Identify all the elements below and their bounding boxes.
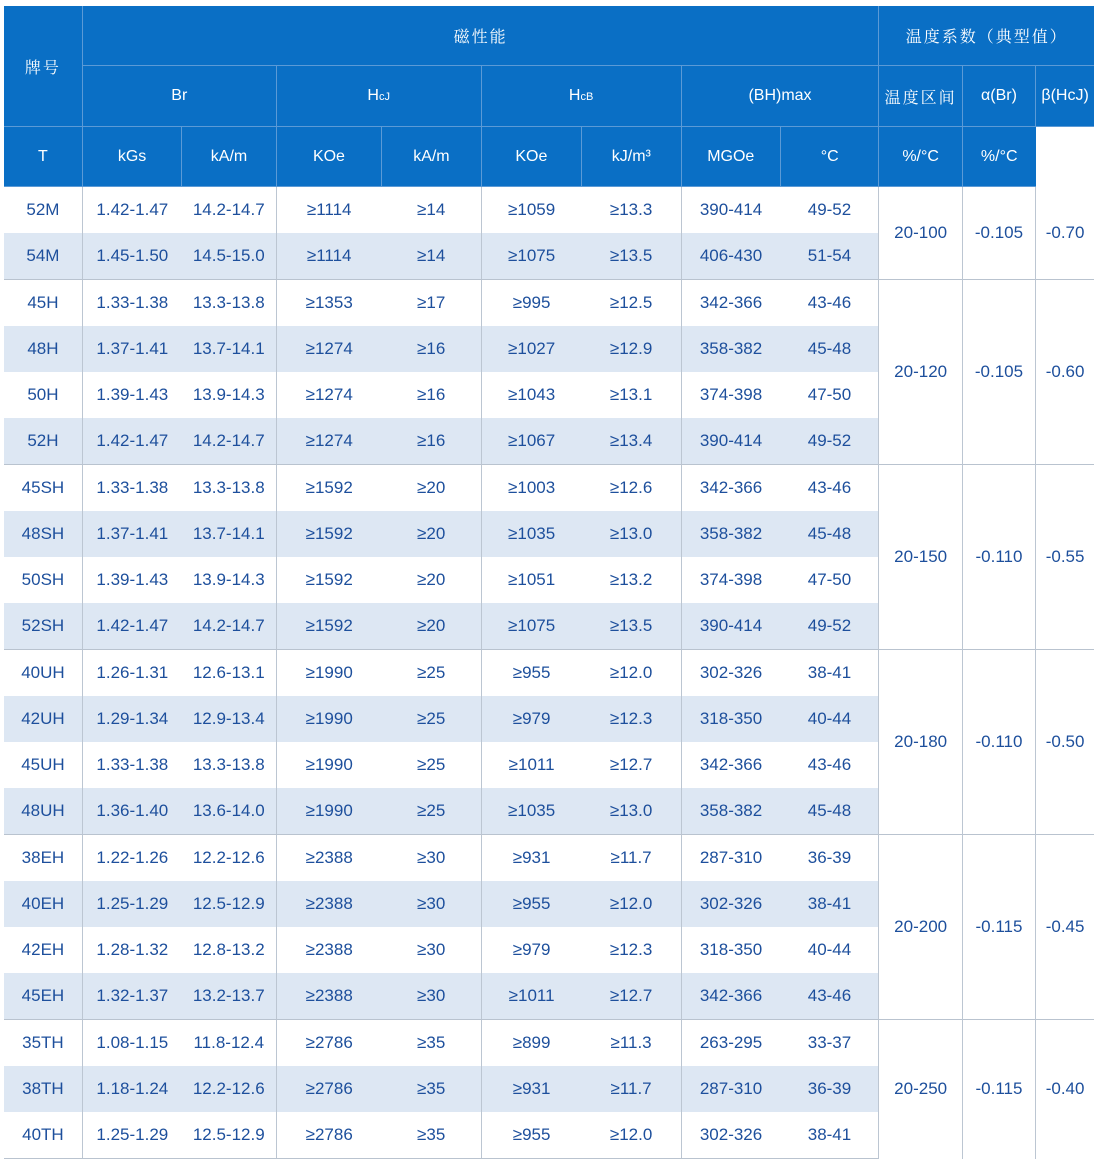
cell-br-kgs: 12.8-13.2 bbox=[182, 927, 276, 973]
cell-hcj-koe: ≥30 bbox=[382, 973, 481, 1020]
cell-hcj-kam: ≥1353 bbox=[276, 280, 381, 327]
cell-bhmax-mgoe: 51-54 bbox=[781, 233, 879, 280]
cell-alpha-br: -0.105 bbox=[962, 280, 1035, 465]
cell-br-kgs: 14.2-14.7 bbox=[182, 418, 276, 465]
cell-hcb-koe: ≥12.7 bbox=[582, 742, 681, 788]
cell-grade: 52M bbox=[4, 187, 82, 234]
cell-br-t: 1.33-1.38 bbox=[96, 755, 169, 774]
cell-br-t: 1.33-1.38 bbox=[82, 280, 181, 327]
unit-row bbox=[4, 127, 1094, 187]
cell-hcj-koe: ≥30 bbox=[382, 927, 481, 973]
cell-bhmax-mgoe: 47-50 bbox=[807, 385, 852, 404]
cell-hcb-koe: ≥13.5 bbox=[582, 603, 681, 650]
cell-hcj-kam: ≥2388 bbox=[276, 835, 381, 882]
cell-br-kgs: 14.2-14.7 bbox=[182, 603, 276, 650]
cell-bhmax-mgoe: 40-44 bbox=[807, 940, 852, 959]
cell-br-t: 1.42-1.47 bbox=[96, 200, 169, 219]
cell-br-kgs: 13.3-13.8 bbox=[182, 465, 276, 512]
header-magnetic-properties: 磁性能 bbox=[82, 6, 879, 66]
cell-grade: 40EH bbox=[4, 881, 82, 927]
cell-hcj-koe: ≥17 bbox=[382, 280, 481, 327]
cell-bhmax-mgoe: 40-44 bbox=[781, 696, 879, 742]
cell-beta-hcj: -0.60 bbox=[1036, 280, 1094, 465]
cell-grade: 35TH bbox=[4, 1020, 82, 1067]
cell-bhmax-kjm3: 358-382 bbox=[681, 326, 780, 372]
cell-br-kgs: 13.7-14.1 bbox=[182, 511, 276, 557]
cell-bhmax-kjm3: 342-366 bbox=[681, 973, 780, 1020]
table-row bbox=[4, 835, 1094, 882]
cell-bhmax-mgoe: 38-41 bbox=[781, 881, 879, 927]
cell-hcb-kam: ≥1051 bbox=[508, 570, 556, 589]
header-grade: 牌号 bbox=[4, 6, 82, 127]
cell-hcb-koe: ≥12.0 bbox=[582, 650, 681, 697]
cell-hcb-kam: ≥1075 bbox=[481, 603, 581, 650]
cell-br-kgs: 13.3-13.8 bbox=[182, 742, 276, 788]
cell-hcb-koe: ≥11.7 bbox=[582, 835, 681, 882]
cell-hcb-kam: ≥1075 bbox=[481, 233, 581, 280]
cell-br-kgs: 12.2-12.6 bbox=[182, 835, 276, 882]
cell-br-kgs: 12.9-13.4 bbox=[182, 696, 276, 742]
cell-hcj-kam: ≥2388 bbox=[276, 881, 381, 927]
cell-bhmax-mgoe: 43-46 bbox=[807, 755, 852, 774]
cell-alpha-br: -0.110 bbox=[962, 465, 1035, 650]
cell-grade: 54M bbox=[4, 233, 82, 280]
cell-br-t: 1.42-1.47 bbox=[82, 603, 181, 650]
cell-br-kgs: 13.6-14.0 bbox=[182, 788, 276, 835]
cell-beta-hcj: -0.55 bbox=[1036, 465, 1094, 650]
cell-bhmax-kjm3: 406-430 bbox=[681, 233, 780, 280]
cell-bhmax-mgoe: 49-52 bbox=[807, 200, 852, 219]
cell-hcb-kam: ≥1011 bbox=[481, 973, 581, 1020]
cell-hcb-koe: ≥12.7 bbox=[582, 973, 681, 1020]
unit-cell: %/°C bbox=[962, 127, 1035, 187]
cell-hcb-kam: ≥979 bbox=[481, 696, 581, 742]
cell-br-kgs: 12.2-12.6 bbox=[182, 1066, 276, 1112]
cell-hcj-koe: ≥25 bbox=[382, 696, 481, 742]
cell-hcj-koe: ≥20 bbox=[382, 603, 481, 650]
cell-br-t: 1.18-1.24 bbox=[82, 1066, 181, 1112]
cell-bhmax-kjm3: 374-398 bbox=[699, 385, 763, 404]
cell-hcb-koe: ≥11.3 bbox=[582, 1020, 681, 1067]
cell-temp-range: 20-150 bbox=[879, 465, 962, 650]
cell-grade: 48SH bbox=[4, 511, 82, 557]
cell-hcj-koe: ≥20 bbox=[382, 511, 481, 557]
cell-temp-range: 20-180 bbox=[879, 650, 962, 835]
cell-hcj-kam: ≥1990 bbox=[276, 788, 381, 835]
cell-bhmax-mgoe: 45-48 bbox=[781, 788, 879, 835]
cell-bhmax-mgoe: 49-52 bbox=[781, 603, 879, 650]
cell-hcj-koe: ≥16 bbox=[382, 326, 481, 372]
cell-hcb-kam: ≥955 bbox=[481, 881, 581, 927]
cell-hcb-koe: ≥13.0 bbox=[582, 788, 681, 835]
cell-hcj-kam: ≥1114 bbox=[276, 233, 381, 280]
cell-br-kgs: 13.3-13.8 bbox=[182, 280, 276, 327]
cell-hcb-koe: ≥12.9 bbox=[582, 326, 681, 372]
cell-hcb-kam: ≥995 bbox=[481, 280, 581, 327]
cell-bhmax-mgoe: 49-52 bbox=[781, 418, 879, 465]
cell-br-kgs: 12.5-12.9 bbox=[182, 881, 276, 927]
cell-br-t: 1.45-1.50 bbox=[82, 233, 181, 280]
cell-hcj-kam: ≥2388 bbox=[276, 973, 381, 1020]
cell-bhmax-kjm3: 374-398 bbox=[699, 570, 763, 589]
cell-bhmax-mgoe: 43-46 bbox=[781, 973, 879, 1020]
header-hcj: HcJ bbox=[276, 66, 481, 127]
cell-bhmax-kjm3: 302-326 bbox=[681, 1112, 780, 1159]
cell-hcb-koe: ≥12.3 bbox=[582, 696, 681, 742]
cell-br-t: 1.42-1.47 bbox=[82, 418, 181, 465]
cell-hcb-koe: ≥12.3 bbox=[582, 927, 681, 973]
cell-hcb-koe: ≥13.5 bbox=[582, 233, 681, 280]
cell-br-t: 1.25-1.29 bbox=[82, 1112, 181, 1159]
cell-temp-range: 20-120 bbox=[879, 280, 962, 465]
cell-hcj-kam: ≥2786 bbox=[276, 1020, 381, 1067]
cell-grade: 50SH bbox=[4, 557, 82, 603]
cell-bhmax-kjm3: 318-350 bbox=[699, 940, 763, 959]
cell-beta-hcj: -0.50 bbox=[1036, 650, 1094, 835]
cell-bhmax-kjm3: 342-366 bbox=[681, 465, 780, 512]
cell-hcj-kam: ≥1274 bbox=[276, 418, 381, 465]
table-row bbox=[4, 465, 1094, 512]
cell-hcj-koe: ≥30 bbox=[382, 881, 481, 927]
cell-temp-range: 20-100 bbox=[879, 187, 962, 280]
cell-alpha-br: -0.115 bbox=[962, 1020, 1035, 1159]
cell-grade: 38TH bbox=[4, 1066, 82, 1112]
unit-cell: %/°C bbox=[879, 127, 962, 187]
cell-bhmax-kjm3: 342-366 bbox=[681, 280, 780, 327]
cell-bhmax-mgoe: 43-46 bbox=[781, 465, 879, 512]
cell-br-kgs: 13.2-13.7 bbox=[182, 973, 276, 1020]
cell-hcj-koe: ≥20 bbox=[382, 465, 481, 512]
cell-beta-hcj: -0.45 bbox=[1036, 835, 1094, 1020]
cell-hcb-kam: ≥955 bbox=[481, 650, 581, 697]
cell-bhmax-kjm3: 342-366 bbox=[699, 755, 763, 774]
cell-hcj-koe: ≥14 bbox=[382, 187, 481, 234]
table-row bbox=[4, 280, 1094, 327]
cell-hcb-kam: ≥955 bbox=[481, 1112, 581, 1159]
cell-hcj-kam: ≥1990 bbox=[276, 696, 381, 742]
cell-bhmax-mgoe: 47-50 bbox=[807, 570, 852, 589]
cell-hcj-koe: ≥25 bbox=[382, 650, 481, 697]
cell-grade: 45SH bbox=[4, 465, 82, 512]
cell-hcb-koe: ≥13.2 bbox=[582, 557, 681, 603]
header-bhmax: (BH)max bbox=[681, 66, 879, 127]
cell-bhmax-kjm3: 263-295 bbox=[681, 1020, 780, 1067]
cell-grade: 52SH bbox=[4, 603, 82, 650]
unit-cell: °C bbox=[781, 127, 879, 187]
cell-bhmax-kjm3: 390-414 bbox=[699, 200, 763, 219]
unit-cell: kA/m bbox=[382, 127, 481, 187]
header-br: Br bbox=[82, 66, 276, 127]
cell-bhmax-kjm3: 358-382 bbox=[681, 788, 780, 835]
cell-br-t: 1.39-1.43 bbox=[96, 570, 169, 589]
cell-grade: 42UH bbox=[4, 696, 82, 742]
cell-br-t: 1.37-1.41 bbox=[82, 326, 181, 372]
cell-br-kgs: 13.9-14.3 bbox=[182, 557, 276, 603]
cell-bhmax-kjm3: 302-326 bbox=[681, 881, 780, 927]
cell-bhmax-kjm3: 390-414 bbox=[681, 418, 780, 465]
unit-cell: kJ/m³ bbox=[582, 127, 681, 187]
cell-hcj-koe: ≥16 bbox=[382, 418, 481, 465]
cell-hcj-kam: ≥1274 bbox=[305, 385, 353, 404]
unit-cell: KOe bbox=[481, 127, 581, 187]
cell-br-t: 1.08-1.15 bbox=[82, 1020, 181, 1067]
cell-grade: 40TH bbox=[4, 1112, 82, 1159]
cell-hcj-kam: ≥2388 bbox=[305, 940, 353, 959]
cell-hcj-koe: ≥25 bbox=[382, 788, 481, 835]
table-row bbox=[4, 650, 1094, 697]
cell-hcb-kam: ≥931 bbox=[481, 835, 581, 882]
cell-hcj-koe: ≥30 bbox=[382, 835, 481, 882]
cell-hcb-koe: ≥12.0 bbox=[582, 881, 681, 927]
header-temp-range: 温度区间 bbox=[879, 66, 962, 127]
cell-hcb-kam: ≥1043 bbox=[508, 385, 556, 404]
cell-alpha-br: -0.115 bbox=[962, 835, 1035, 1020]
cell-hcj-kam: ≥1592 bbox=[276, 603, 381, 650]
table-body bbox=[4, 187, 1094, 1159]
cell-alpha-br: -0.105 bbox=[962, 187, 1035, 280]
cell-bhmax-mgoe: 36-39 bbox=[781, 1066, 879, 1112]
unit-cell: kGs bbox=[82, 127, 181, 187]
cell-bhmax-kjm3: 287-310 bbox=[681, 1066, 780, 1112]
cell-bhmax-kjm3: 287-310 bbox=[681, 835, 780, 882]
cell-hcb-kam: ≥931 bbox=[481, 1066, 581, 1112]
cell-hcb-koe: ≥12.6 bbox=[582, 465, 681, 512]
cell-hcb-kam: ≥1067 bbox=[481, 418, 581, 465]
cell-hcj-koe: ≥35 bbox=[382, 1066, 481, 1112]
cell-hcb-koe: ≥12.5 bbox=[582, 280, 681, 327]
cell-br-t: 1.29-1.34 bbox=[82, 696, 181, 742]
cell-br-t: 1.39-1.43 bbox=[96, 385, 169, 404]
cell-hcb-kam: ≥979 bbox=[512, 940, 551, 959]
header-alpha: α(Br) bbox=[962, 66, 1035, 127]
cell-beta-hcj: -0.70 bbox=[1036, 187, 1094, 280]
unit-cell: KOe bbox=[276, 127, 381, 187]
cell-br-kgs: 11.8-12.4 bbox=[182, 1020, 276, 1067]
cell-br-t: 1.25-1.29 bbox=[82, 881, 181, 927]
cell-hcj-kam: ≥1592 bbox=[276, 511, 381, 557]
cell-bhmax-kjm3: 302-326 bbox=[681, 650, 780, 697]
unit-cell: MGOe bbox=[681, 127, 780, 187]
cell-hcj-kam: ≥1592 bbox=[276, 465, 381, 512]
unit-cell: T bbox=[4, 127, 82, 187]
cell-hcb-koe: ≥12.0 bbox=[582, 1112, 681, 1159]
cell-br-t: 1.22-1.26 bbox=[82, 835, 181, 882]
cell-hcb-kam: ≥1035 bbox=[481, 788, 581, 835]
cell-hcj-koe: ≥25 bbox=[382, 742, 481, 788]
cell-hcb-kam: ≥1059 bbox=[508, 200, 556, 219]
cell-temp-range: 20-250 bbox=[879, 1020, 962, 1159]
cell-br-t: 1.36-1.40 bbox=[82, 788, 181, 835]
cell-hcb-kam: ≥1027 bbox=[481, 326, 581, 372]
cell-hcj-koe: ≥20 bbox=[382, 557, 481, 603]
header-temperature-coefficient: 温度系数（典型值） bbox=[879, 6, 1094, 66]
cell-beta-hcj: -0.40 bbox=[1036, 1020, 1094, 1159]
cell-br-kgs: 14.2-14.7 bbox=[182, 187, 276, 234]
cell-hcj-kam: ≥2786 bbox=[276, 1066, 381, 1112]
header-hcb: HcB bbox=[481, 66, 681, 127]
cell-br-kgs: 12.6-13.1 bbox=[182, 650, 276, 697]
cell-bhmax-mgoe: 33-37 bbox=[781, 1020, 879, 1067]
cell-bhmax-mgoe: 45-48 bbox=[781, 326, 879, 372]
cell-hcj-koe: ≥16 bbox=[382, 372, 481, 418]
cell-grade: 40UH bbox=[4, 650, 82, 697]
cell-bhmax-mgoe: 38-41 bbox=[781, 650, 879, 697]
table-row bbox=[4, 1020, 1094, 1067]
cell-hcj-kam: ≥2786 bbox=[276, 1112, 381, 1159]
cell-br-t: 1.32-1.37 bbox=[82, 973, 181, 1020]
cell-bhmax-mgoe: 36-39 bbox=[781, 835, 879, 882]
header-beta: β(HcJ) bbox=[1036, 66, 1094, 127]
cell-hcb-kam: ≥1035 bbox=[481, 511, 581, 557]
cell-hcj-kam: ≥1274 bbox=[276, 326, 381, 372]
cell-grade: 38EH bbox=[4, 835, 82, 882]
cell-bhmax-kjm3: 358-382 bbox=[681, 511, 780, 557]
cell-grade: 45H bbox=[4, 280, 82, 327]
cell-bhmax-kjm3: 318-350 bbox=[681, 696, 780, 742]
magnet-grade-table bbox=[4, 6, 1094, 1159]
cell-hcj-kam: ≥1990 bbox=[305, 755, 353, 774]
cell-grade: 45UH bbox=[4, 742, 82, 788]
cell-hcb-koe: ≥11.7 bbox=[582, 1066, 681, 1112]
cell-hcb-koe: ≥13.3 bbox=[582, 187, 681, 234]
unit-cell: kA/m bbox=[182, 127, 276, 187]
cell-br-kgs: 12.5-12.9 bbox=[182, 1112, 276, 1159]
table-header bbox=[4, 6, 1094, 187]
cell-grade: 48UH bbox=[4, 788, 82, 835]
cell-br-t: 1.37-1.41 bbox=[82, 511, 181, 557]
cell-temp-range: 20-200 bbox=[879, 835, 962, 1020]
cell-hcb-koe: ≥13.0 bbox=[582, 511, 681, 557]
cell-hcj-kam: ≥1592 bbox=[305, 570, 353, 589]
cell-bhmax-mgoe: 38-41 bbox=[781, 1112, 879, 1159]
cell-br-kgs: 13.9-14.3 bbox=[182, 372, 276, 418]
cell-br-t: 1.28-1.32 bbox=[96, 940, 169, 959]
cell-bhmax-mgoe: 43-46 bbox=[781, 280, 879, 327]
cell-grade: 48H bbox=[4, 326, 82, 372]
cell-hcj-kam: ≥1990 bbox=[276, 650, 381, 697]
cell-hcb-kam: ≥1003 bbox=[481, 465, 581, 512]
cell-hcj-koe: ≥14 bbox=[382, 233, 481, 280]
cell-grade: 52H bbox=[4, 418, 82, 465]
cell-hcb-kam: ≥1011 bbox=[508, 755, 555, 774]
cell-br-t: 1.33-1.38 bbox=[82, 465, 181, 512]
cell-hcb-koe: ≥13.4 bbox=[582, 418, 681, 465]
cell-br-kgs: 14.5-15.0 bbox=[182, 233, 276, 280]
cell-hcj-koe: ≥35 bbox=[382, 1112, 481, 1159]
cell-hcj-kam: ≥1114 bbox=[306, 200, 352, 219]
cell-bhmax-kjm3: 390-414 bbox=[681, 603, 780, 650]
cell-grade: 50H bbox=[4, 372, 82, 418]
cell-hcb-koe: ≥13.1 bbox=[582, 372, 681, 418]
cell-hcb-kam: ≥899 bbox=[481, 1020, 581, 1067]
cell-bhmax-mgoe: 45-48 bbox=[781, 511, 879, 557]
cell-grade: 42EH bbox=[4, 927, 82, 973]
cell-alpha-br: -0.110 bbox=[962, 650, 1035, 835]
cell-br-t: 1.26-1.31 bbox=[82, 650, 181, 697]
table-row bbox=[4, 187, 1094, 234]
cell-grade: 45EH bbox=[4, 973, 82, 1020]
cell-br-kgs: 13.7-14.1 bbox=[182, 326, 276, 372]
cell-hcj-koe: ≥35 bbox=[382, 1020, 481, 1067]
